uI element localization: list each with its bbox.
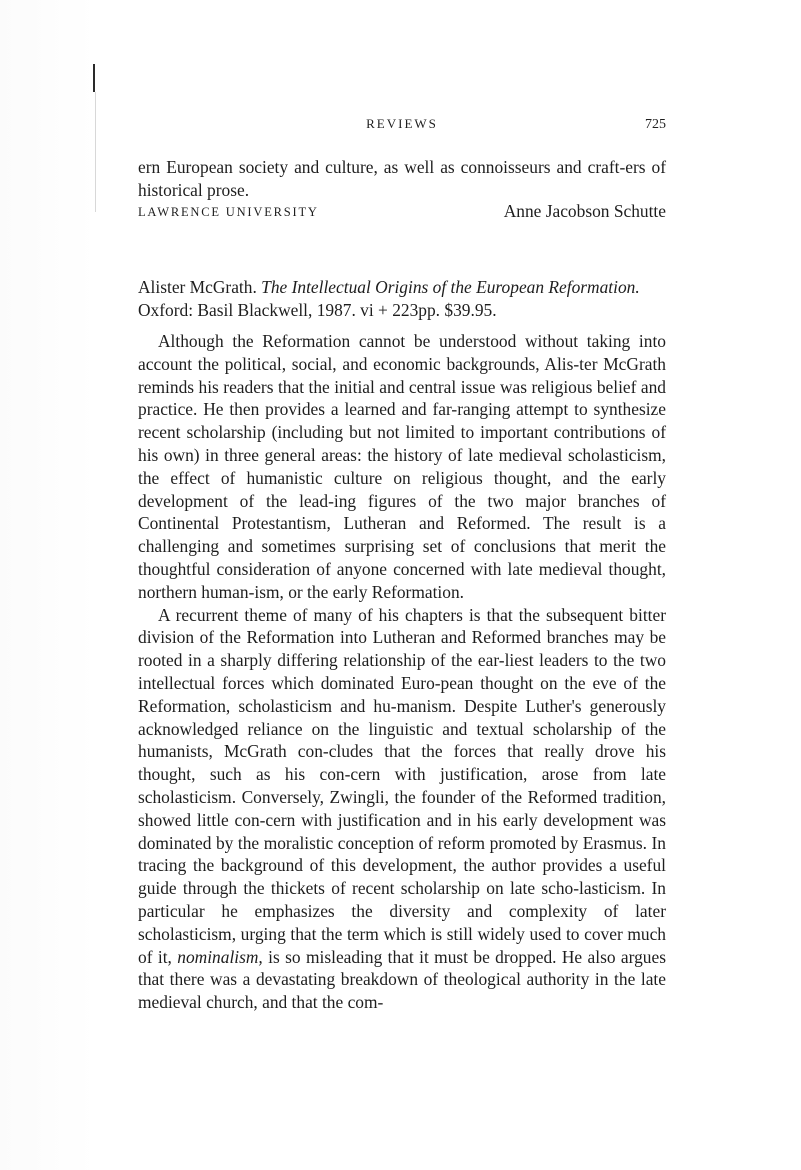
review-paragraph-2	[138, 604, 666, 1014]
running-head: REVIEWS	[366, 116, 438, 131]
review-body	[138, 330, 666, 1014]
scan-artifact-line	[95, 92, 96, 212]
page-number: 725	[645, 117, 666, 132]
review-paragraph-1: Although the Reformation cannot be understood without taking into account the political, social, and economic backgrounds, Alis-ter McGrath reminds his readers that the initial and central issue was religious belief and practice. He then provides a learned and far-ranging attempt to synthesize recent scholarship (including but not limited to important contributions of his own) in three general areas: the history of late medieval scholasticism, the effect of humanistic culture on religious thought, and the early development of the lead-ing figures of the two major branches of Continental Protestantism, Lutheran and Reformed. The result is a challenging and sometimes surprising set of conclusions that merit the thoughtful consideration of anyone concerned with late medieval thought, northern human-ism, or the early Reformation.	[138, 331, 666, 602]
page-header	[138, 116, 666, 136]
review-paragraph-2-text: A recurrent theme of many of his chapters is that the subsequent bitter division of the Reformation into Lutheran and Reformed branches may be rooted in a sharply differing relationship of the ear-liest leaders to the two intellectual forces which dominated Euro-pean thought on the eve of the Reformation, scholasticism and hu-manism. Despite Luther's generously acknowledged reliance on the linguistic and textual scholarship of the humanists, McGrath con-cludes that the forces that really drove his thought, such as his con-cern with justification, arose from late scholasticism. Conversely, Zwingli, the founder of the Reformed tradition, showed little con-cern with justification and in his early development was dominated by the moralistic conception of reform promoted by Erasmus. In tracing the background of this development, the author provides a useful guide through the thickets of recent scholarship on late scho-lasticism. In particular he emphasizes the diversity and complexity of later scholasticism, urging that the term which is still widely used to cover much of it,	[138, 604, 666, 967]
reviewer-name: Anne Jacobson Schutte	[503, 201, 666, 221]
book-author: Alister McGrath.	[138, 277, 257, 297]
book-publication: Oxford: Basil Blackwell, 1987. vi + 223pp. $39.95.	[138, 299, 497, 320]
reviewer-affiliation: LAWRENCE UNIVERSITY	[138, 205, 319, 219]
previous-review-ending: ern European society and culture, as well as connoisseurs and craft-ers of historical prose.	[138, 157, 666, 200]
scan-artifact-mark	[93, 64, 95, 92]
review-paragraph-2-tail: is so misleading that it must be dropped. He also argues that there was a devastating breakdown of theological authority in the late medieval church, and that the com-	[138, 946, 666, 1013]
book-title: The Intellectual Origins of the European Reformation.	[261, 277, 640, 297]
italic-term: nominalism,	[177, 946, 263, 967]
book-citation	[138, 276, 666, 322]
reviewer-signature	[138, 201, 666, 225]
